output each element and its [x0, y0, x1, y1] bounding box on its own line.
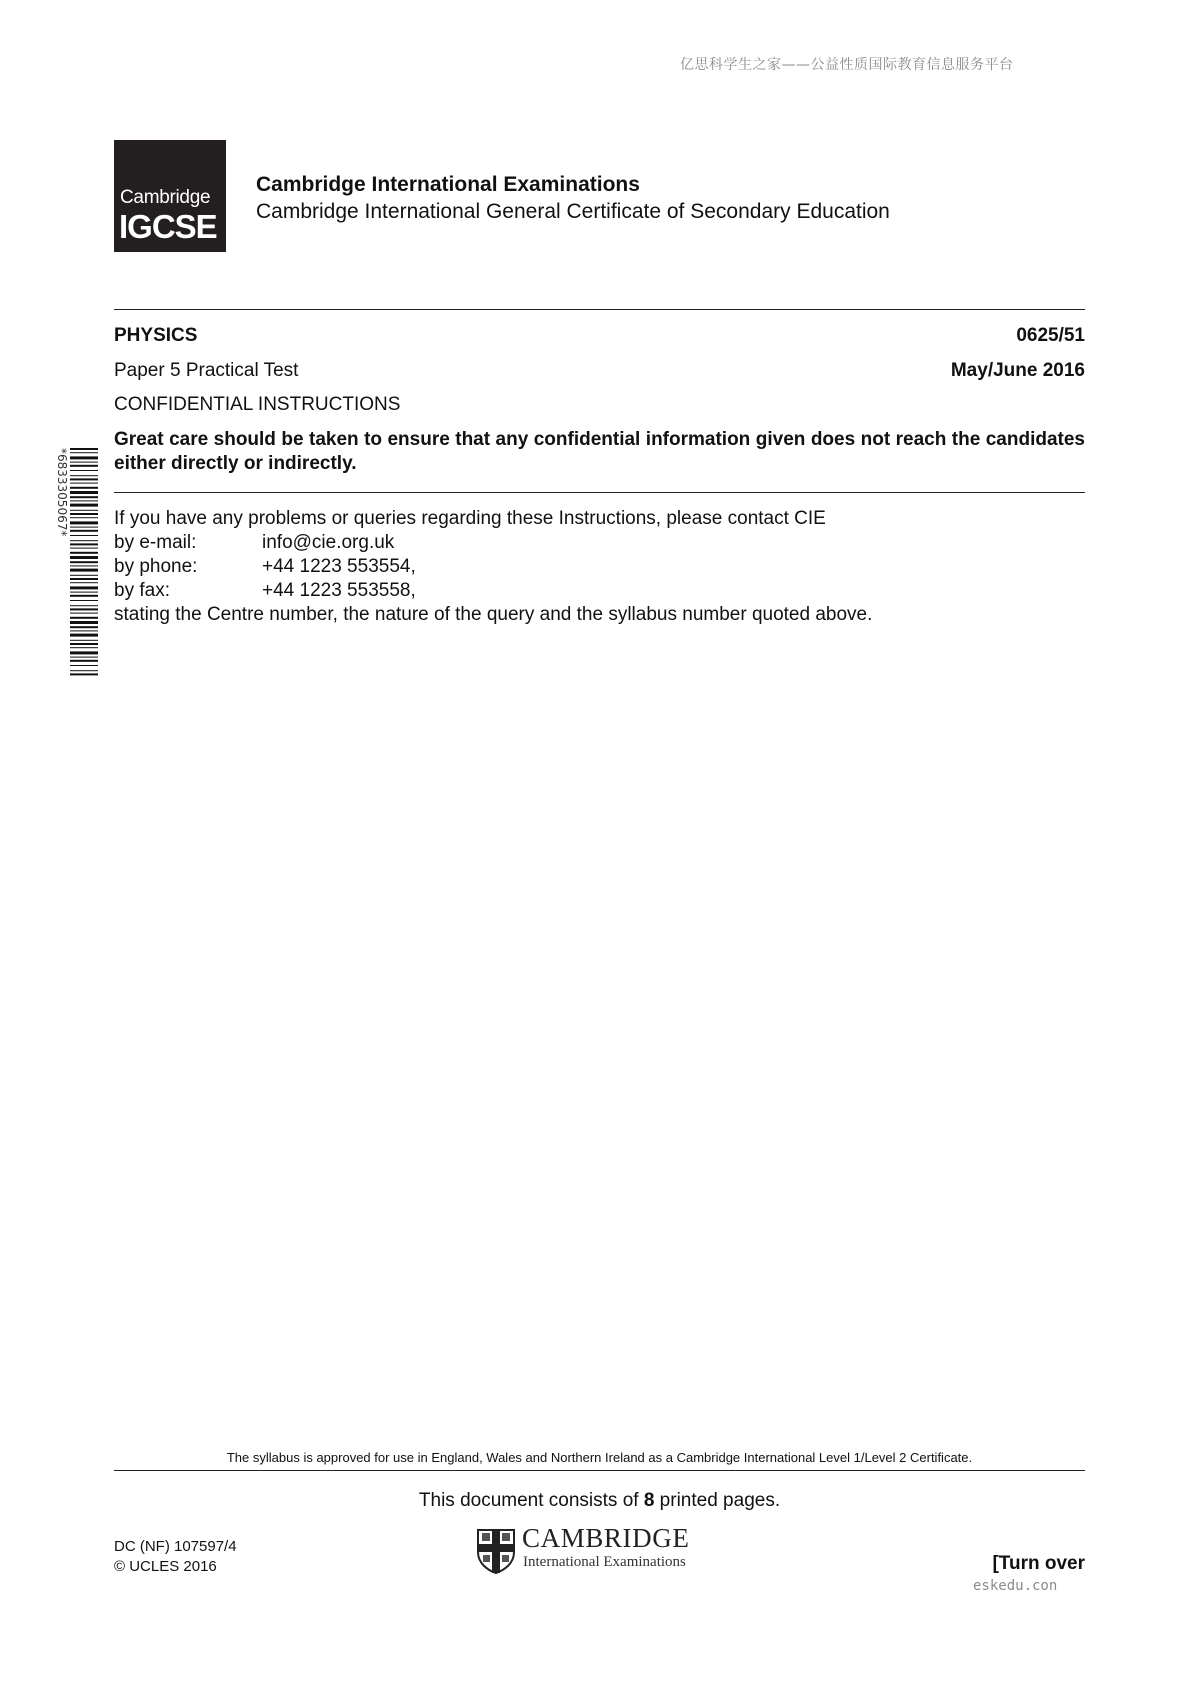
barcode [52, 448, 98, 678]
barcode-bar [70, 517, 98, 518]
barcode-bar [70, 592, 98, 593]
watermark-bottom: eskedu.con [973, 1578, 1058, 1594]
barcode-bar [70, 575, 98, 576]
contact-intro: If you have any problems or queries regarding these Instructions, please contact CIE [114, 508, 826, 529]
pages-suffix: printed pages. [654, 1490, 781, 1511]
turn-over-label: [Turn over [992, 1553, 1085, 1574]
watermark-top: 亿思科学生之家——公益性质国际教育信息服务平台 [680, 57, 1014, 73]
barcode-bar [70, 504, 98, 507]
fax-label: by fax: [114, 580, 170, 601]
contact-fax-row [114, 579, 1094, 603]
barcode-bar [70, 521, 98, 524]
barcode-bar [70, 586, 98, 589]
contact-phone-row [114, 555, 1094, 579]
barcode-bar [70, 569, 98, 572]
barcode-graphic [52, 448, 98, 678]
barcode-bar [70, 513, 98, 515]
barcode-bar [70, 565, 98, 566]
barcode-bar [70, 660, 98, 662]
barcode-bar [70, 556, 98, 559]
barcode-bar [70, 578, 98, 580]
barcode-bar [70, 673, 98, 675]
barcode-bar [70, 535, 98, 536]
fax-number: +44 1223 553558, [262, 580, 416, 601]
copyright-notice: © UCLES 2016 [114, 1558, 217, 1575]
contact-closing: stating the Centre number, the nature of the query and the syllabus number quoted above. [114, 604, 873, 625]
barcode-bar [70, 478, 98, 480]
barcode-bar [70, 595, 98, 597]
confidential-heading: CONFIDENTIAL INSTRUCTIONS [114, 394, 401, 415]
barcode-bar [70, 605, 98, 606]
logo-igcse-text: IGCSE [119, 208, 217, 245]
barcode-bar [70, 496, 98, 498]
barcode-bar [70, 651, 98, 654]
barcode-bar [70, 448, 98, 450]
phone-label: by phone: [114, 556, 198, 577]
email-address[interactable]: info@cie.org.uk [262, 532, 395, 553]
exam-session: May/June 2016 [950, 360, 1085, 381]
barcode-bar [70, 600, 98, 601]
barcode-bar [70, 621, 98, 624]
confidentiality-warning: Great care should be taken to ensure that any confidential information given does not reach the candidates either directly or indirectly. [114, 429, 1085, 474]
logo-cambridge-text: Cambridge [120, 187, 211, 208]
barcode-bar [70, 527, 98, 528]
barcode-bar [70, 483, 98, 484]
barcode-bar [70, 634, 98, 637]
barcode-bar [70, 582, 98, 583]
pages-prefix: This document consists of [418, 1490, 644, 1511]
barcode-bar [70, 630, 98, 631]
barcode-bar [70, 487, 98, 489]
barcode-bar [70, 452, 98, 453]
syllabus-approval-note: The syllabus is approved for use in England, Wales and Northern Ireland as a Cambridge International Level 1/Level 2 Certificate. [226, 1450, 973, 1465]
barcode-bar [70, 613, 98, 614]
barcode-bar [70, 465, 98, 467]
barcode-bar [70, 647, 98, 648]
barcode-number: *6833305067* [55, 448, 69, 537]
barcode-bar [70, 470, 98, 471]
syllabus-code: 0625/51 [1016, 325, 1085, 346]
phone-number: +44 1223 553554, [262, 556, 416, 577]
barcode-bar [70, 475, 98, 476]
page-count-statement [114, 1490, 1085, 1512]
barcode-bar [70, 540, 98, 541]
barcode-bar [70, 543, 98, 545]
barcode-bar [70, 640, 98, 641]
barcode-bar [70, 657, 98, 658]
email-label: by e-mail: [114, 532, 197, 553]
barcode-bar [70, 500, 98, 501]
barcode-bar [70, 665, 98, 666]
exam-board-name: Cambridge International Examinations [256, 173, 640, 196]
barcode-bar [70, 608, 98, 610]
cambridge-subtitle: International Examinations [523, 1554, 686, 1570]
cambridge-igcse-logo [114, 140, 226, 252]
barcode-bar [70, 510, 98, 511]
barcode-bar [70, 552, 98, 554]
cambridge-crest-icon [476, 1528, 516, 1574]
barcode-bar [70, 643, 98, 645]
barcode-bar [70, 548, 98, 549]
doc-ref-code: DC (NF) 107597/4 [114, 1538, 237, 1555]
barcode-bar [70, 670, 98, 671]
barcode-bar [70, 491, 98, 494]
barcode-bar [70, 462, 98, 463]
barcode-bar [70, 626, 98, 628]
middle-divider [114, 492, 1085, 493]
cambridge-wordmark: CAMBRIDGE [522, 1523, 690, 1553]
barcode-bar [70, 617, 98, 619]
paper-name: Paper 5 Practical Test [114, 360, 299, 381]
footer-divider [114, 1470, 1085, 1471]
contact-section [114, 507, 1094, 627]
subject-title: PHYSICS [114, 325, 198, 346]
barcode-bar [70, 530, 98, 532]
barcode-bar [70, 456, 98, 459]
barcode-bar [70, 561, 98, 563]
top-divider [114, 309, 1085, 310]
contact-email-row [114, 531, 1094, 555]
pages-count: 8 [643, 1490, 655, 1511]
document-reference [114, 1537, 237, 1577]
certificate-name: Cambridge International General Certificate of Secondary Education [256, 200, 890, 223]
